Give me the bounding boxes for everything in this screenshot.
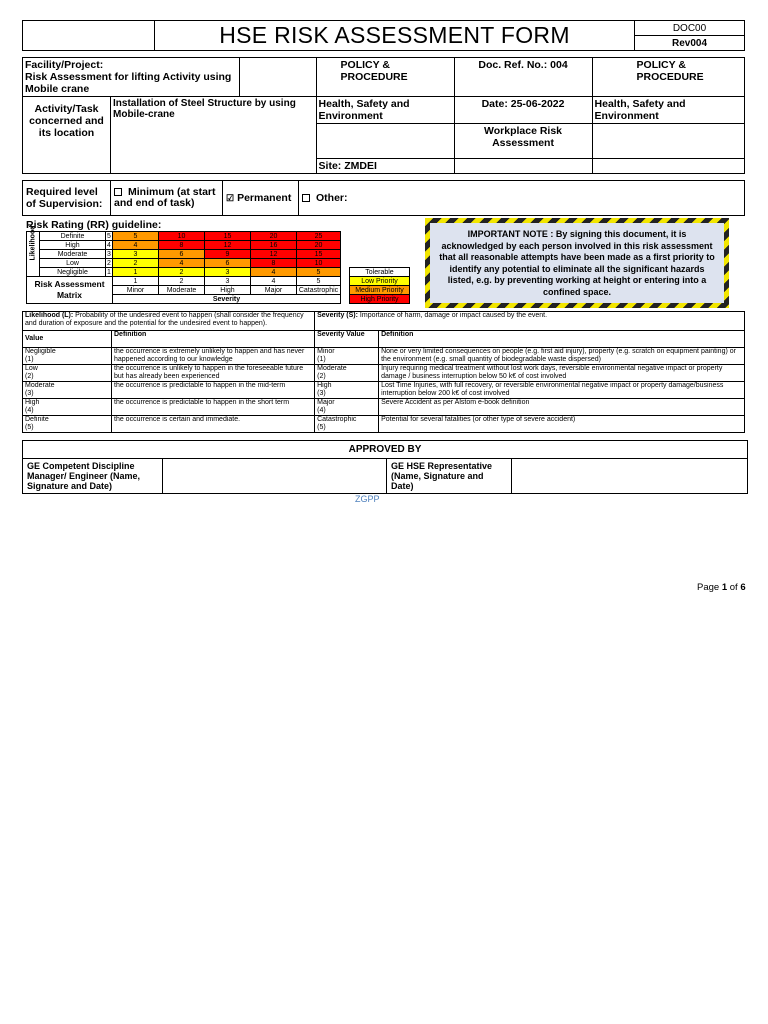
severity-description-text: Injury requiring medical treatment without lost work days, reversible environmental negative impact or property damage / business interruption below 50 k€ of cost involved: [381, 365, 723, 380]
priority-legend: [349, 267, 410, 304]
supervision-table: [22, 180, 745, 216]
facility-value: Risk Assessment for lifting Activity using Mobile crane: [25, 71, 232, 95]
info-table: [22, 57, 745, 174]
col-severity-definition: Definition: [379, 331, 745, 348]
legend-high-priority: High Priority: [350, 295, 410, 304]
likelihood-label-text: Likelihood: [29, 225, 37, 260]
definition-row: [23, 399, 745, 416]
severity-value-text: Major: [317, 399, 335, 406]
likelihood-description: [112, 399, 315, 416]
approver-label-right: GE HSE Representative (Name, Signature and Date): [387, 459, 512, 494]
matrix-label: Risk Assessment Matrix: [27, 277, 113, 304]
likelihood-value-text: High: [25, 399, 40, 406]
severity-value-text: (4): [317, 407, 326, 414]
checked-box-icon[interactable]: ☑: [226, 193, 235, 203]
form-title: HSE RISK ASSESSMENT FORM: [155, 21, 635, 51]
matrix-cell: 12: [251, 250, 297, 259]
severity-value: [315, 416, 379, 433]
likelihood-row-number: 2: [107, 259, 111, 267]
activity-label: Activity/Task concerned and its location: [23, 97, 111, 174]
legend-medium-priority: Medium Priority: [350, 286, 410, 295]
severity-head: Severity (S):: [317, 312, 358, 319]
matrix-row: [27, 250, 341, 259]
option-minimum-label: Minimum (at start and end of task): [114, 186, 216, 209]
option-other-label: Other:: [316, 192, 348, 204]
matrix-cell: 15: [205, 232, 251, 241]
likelihood-row-name: Negligible: [40, 268, 106, 277]
severity-description-text: Severe Accident as per Alstom e-book definition: [381, 399, 530, 406]
legend-tolerable: Tolerable: [350, 268, 410, 277]
revision: Rev004: [635, 36, 745, 51]
severity-value-text: (5): [317, 424, 326, 431]
risk-rating-heading: Risk Rating (RR) guideline:: [26, 219, 162, 231]
matrix-row: [27, 232, 341, 241]
approved-title: APPROVED BY: [23, 441, 748, 459]
blank-cell: [316, 124, 454, 159]
signature-field-right[interactable]: [512, 459, 748, 494]
option-permanent[interactable]: [223, 181, 299, 216]
matrix-cell: 9: [205, 250, 251, 259]
likelihood-value: [23, 399, 112, 416]
checkbox-icon[interactable]: [114, 188, 122, 196]
matrix-cell: 10: [297, 259, 341, 268]
likelihood-description-text: the occurrence is unlikely to happen in the foreseeable future but has already been experienced: [114, 365, 304, 380]
likelihood-row-number: 3: [107, 250, 111, 258]
likelihood-value-text: (3): [25, 390, 34, 397]
likelihood-value-text: Definite: [25, 416, 49, 423]
definition-row: [23, 382, 745, 399]
severity-name: Catastrophic: [297, 286, 341, 295]
facility-cell: [23, 58, 240, 97]
matrix-cell: 4: [251, 268, 297, 277]
matrix-cell: 2: [113, 259, 159, 268]
option-minimum[interactable]: [111, 181, 223, 216]
severity-value-text: Moderate: [317, 365, 347, 372]
likelihood-value: [23, 416, 112, 433]
likelihood-row-name: Low: [40, 259, 106, 268]
likelihood-value-text: (1): [25, 356, 34, 363]
likelihood-value: [23, 348, 112, 365]
likelihood-value-text: Negligible: [25, 348, 56, 355]
severity-value-text: High: [317, 382, 332, 389]
signature-field-left[interactable]: [163, 459, 387, 494]
matrix-cell: 5: [297, 268, 341, 277]
col-value: Value: [23, 331, 112, 348]
blank-cell: [592, 124, 744, 159]
option-other[interactable]: [299, 181, 745, 216]
legend-low-priority: Low Priority: [350, 277, 410, 286]
severity-value-text: (1): [317, 356, 326, 363]
definition-row: [23, 416, 745, 433]
severity-description-text: Potential for several fatalities (or other type of severe accident): [381, 416, 576, 423]
severity-value: [315, 365, 379, 382]
definition-row: [23, 348, 745, 365]
page-total: 6: [740, 582, 746, 593]
severity-name: Major: [251, 286, 297, 295]
approval-table: [22, 440, 748, 494]
matrix-cell: 12: [205, 241, 251, 250]
definition-row: [23, 365, 745, 382]
likelihood-axis-label: [27, 225, 40, 277]
matrix-cell: 20: [251, 232, 297, 241]
matrix-cell: 4: [113, 241, 159, 250]
likelihood-value: [23, 382, 112, 399]
matrix-cell: 2: [159, 268, 205, 277]
likelihood-description-text: the occurrence is predictable to happen in the short term: [114, 399, 290, 406]
severity-value-text: Minor: [317, 348, 335, 355]
important-note-text: IMPORTANT NOTE : By signing this document, it is acknowledged by each person involved in this risk assessment that all reasonable attempts have been made as a first priority to identify any potential to eliminate all the significant hazards listed, e.g. by preventing working at height or entering into a confined space.: [430, 223, 724, 303]
logo-cell: [23, 21, 155, 51]
checkbox-icon[interactable]: [302, 194, 310, 202]
matrix-cell: 8: [159, 241, 205, 250]
form-header: [22, 20, 745, 51]
matrix-cell: 1: [113, 268, 159, 277]
likelihood-row-name: High: [40, 241, 106, 250]
severity-name: High: [205, 286, 251, 295]
likelihood-description: [112, 382, 315, 399]
likelihood-head: Likelihood (L):: [25, 312, 74, 319]
likelihood-row-number: 1: [107, 268, 111, 276]
severity-desc: Importance of harm, damage or impact caused by the event.: [357, 312, 548, 319]
blank-cell: [592, 159, 744, 174]
matrix-row: [27, 268, 341, 277]
hse-1: Health, Safety and Environment: [316, 97, 454, 124]
severity-value: [315, 399, 379, 416]
matrix-row: [27, 241, 341, 250]
likelihood-value-text: Low: [25, 365, 38, 372]
severity-value-text: (3): [317, 390, 326, 397]
severity-number: 5: [297, 277, 341, 286]
page-of: of: [727, 582, 741, 593]
matrix-cell: 3: [113, 250, 159, 259]
severity-description: [379, 365, 745, 382]
matrix-cell: 6: [159, 250, 205, 259]
severity-description-text: None or very limited consequences on people (e.g. first aid injury), property (e.g. scratch on equipment painting) or the environment (e.g. small quantity of biodegradable waste dispersed): [381, 348, 736, 363]
severity-number-row: [27, 277, 341, 286]
definitions-table: [22, 311, 745, 433]
likelihood-value-text: (4): [25, 407, 34, 414]
matrix-cell: 5: [113, 232, 159, 241]
likelihood-row-name: Definite: [40, 232, 106, 241]
severity-value: [315, 348, 379, 365]
hse-2: Health, Safety and Environment: [592, 97, 744, 124]
policy-procedure-1: POLICY & PROCEDURE: [316, 58, 454, 97]
likelihood-value-text: (2): [25, 373, 34, 380]
zgpp-text: ZGPP: [355, 494, 380, 504]
likelihood-description: [112, 348, 315, 365]
severity-description: [379, 348, 745, 365]
likelihood-value-text: Moderate: [25, 382, 55, 389]
severity-axis-label: Severity: [113, 295, 341, 304]
likelihood-row-name: Moderate: [40, 250, 106, 259]
likelihood-value: [23, 365, 112, 382]
likelihood-description-text: the occurrence is certain and immediate.: [114, 416, 241, 423]
severity-number: 1: [113, 277, 159, 286]
matrix-cell: 15: [297, 250, 341, 259]
page-indicator: [697, 582, 746, 593]
col-definition: Definition: [112, 331, 315, 348]
matrix-cell: 4: [159, 259, 205, 268]
supervision-label: Required level of Supervision:: [23, 181, 111, 216]
likelihood-value-text: (5): [25, 424, 34, 431]
matrix-cell: 10: [159, 232, 205, 241]
doc-code: DOC00: [635, 21, 745, 36]
policy-procedure-2: POLICY & PROCEDURE: [592, 58, 744, 97]
severity-name: Minor: [113, 286, 159, 295]
likelihood-description: [112, 365, 315, 382]
important-note-box: [425, 218, 729, 308]
matrix-cell: 16: [251, 241, 297, 250]
severity-value-text: Catastrophic: [317, 416, 357, 423]
severity-description-text: Lost Time Injuries, with full recovery, or reversible environmental negative impact or property damage/business interruption below 200 k€ of cost involved: [381, 382, 724, 397]
likelihood-row-number: 4: [107, 241, 111, 249]
workplace-risk: Workplace Risk Assessment: [454, 124, 592, 159]
site: Site: ZMDEI: [316, 159, 454, 174]
severity-number: 2: [159, 277, 205, 286]
severity-value: [315, 382, 379, 399]
page-number: 1: [721, 582, 728, 593]
likelihood-description-text: the occurrence is predictable to happen in the mid-term: [114, 382, 286, 389]
severity-number: 4: [251, 277, 297, 286]
severity-description: [379, 416, 745, 433]
blank-cell: [239, 58, 316, 97]
date: Date: 25-06-2022: [454, 97, 592, 124]
blank-cell: [454, 159, 592, 174]
matrix-cell: 3: [205, 268, 251, 277]
facility-label: Facility/Project:: [25, 59, 104, 71]
matrix-cell: 8: [251, 259, 297, 268]
option-permanent-label: Permanent: [237, 192, 292, 204]
matrix-cell: 6: [205, 259, 251, 268]
activity-value: Installation of Steel Structure by using Mobile-crane: [111, 97, 317, 174]
severity-description: [379, 382, 745, 399]
likelihood-description-text: the occurrence is extremely unlikely to happen and has never happened according to our knowledge: [114, 348, 305, 363]
likelihood-desc: Probability of the undesired event to happen (shall consider the frequency and duration of exposure and the potential for the undesired event to happen).: [25, 312, 304, 327]
page-prefix: Page: [697, 582, 722, 593]
severity-name: Moderate: [159, 286, 205, 295]
matrix-cell: 25: [297, 232, 341, 241]
severity-description: [379, 399, 745, 416]
doc-ref: Doc. Ref. No.: 004: [454, 58, 592, 97]
likelihood-row-number: 5: [107, 232, 111, 240]
likelihood-description: [112, 416, 315, 433]
col-severity-value: Severity Value: [315, 331, 379, 348]
severity-number: 3: [205, 277, 251, 286]
likelihood-definition: [23, 312, 315, 331]
severity-value-text: (2): [317, 373, 326, 380]
matrix-cell: 20: [297, 241, 341, 250]
matrix-row: [27, 259, 341, 268]
approver-label-left: GE Competent Discipline Manager/ Engineer (Name, Signature and Date): [23, 459, 163, 494]
severity-definition: [315, 312, 745, 331]
